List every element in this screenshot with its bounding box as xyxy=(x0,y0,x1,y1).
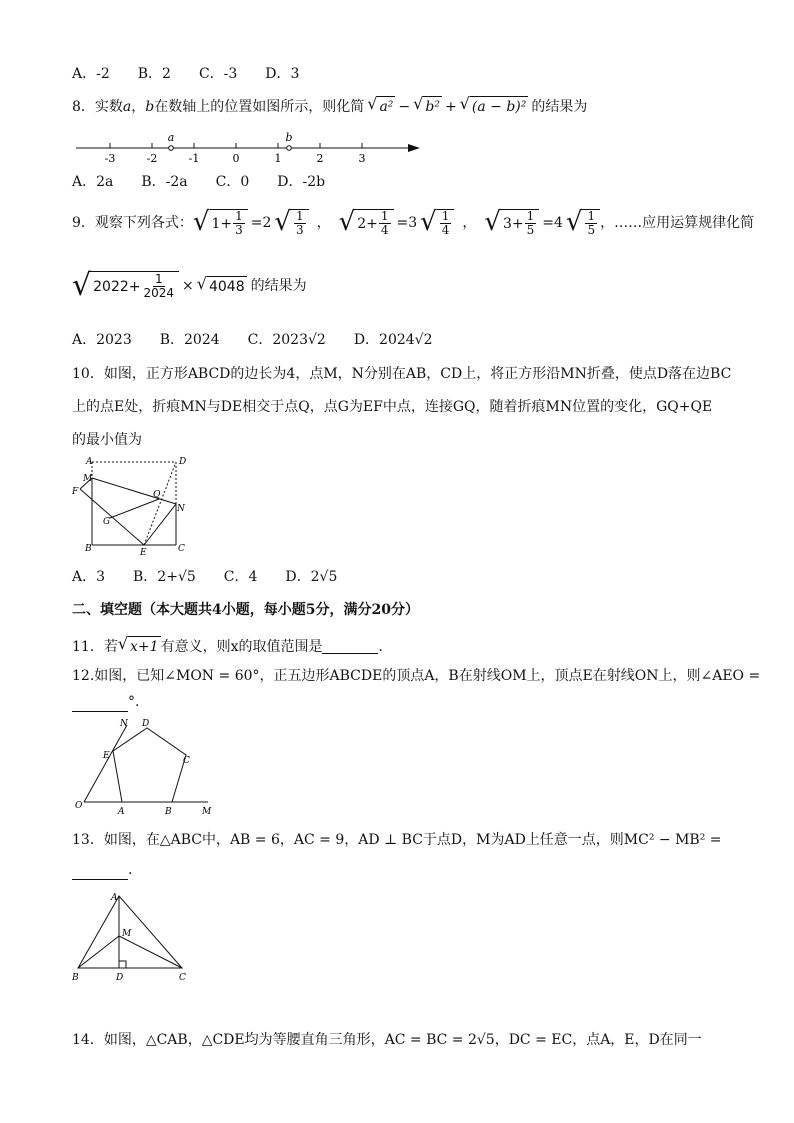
q13-answer-blank[interactable] xyxy=(72,865,128,880)
q12-figure xyxy=(72,716,222,818)
svg-text:F: F xyxy=(72,487,79,497)
q11-answer-blank[interactable] xyxy=(322,639,378,654)
q12-line2: °. xyxy=(72,692,139,712)
svg-text:O: O xyxy=(75,801,83,811)
q10-line2: 上的点E处，折痕MN与DE相交于点Q，点G为EF中点，连接GQ，随着折痕MN位置的变化，GQ+QE xyxy=(72,399,713,415)
svg-text:E: E xyxy=(140,548,147,556)
svg-text:B: B xyxy=(85,544,92,554)
svg-text:C: C xyxy=(183,756,190,766)
svg-text:1: 1 xyxy=(274,152,282,165)
svg-text:A: A xyxy=(118,807,125,817)
svg-text:A: A xyxy=(86,457,93,467)
svg-text:C: C xyxy=(178,544,185,554)
q13-figure xyxy=(72,890,202,986)
q12-line1: 12.如图，已知∠MON = 60°，正五边形ABCDE的顶点A，B在射线OM上，顶点E在射线ON上，则∠AEO = xyxy=(72,668,761,684)
svg-text:N: N xyxy=(120,719,128,729)
q8-options: A．2a B．-2a C．0 D．-2b xyxy=(72,174,326,190)
q12-answer-blank[interactable] xyxy=(72,697,128,712)
svg-text:-1: -1 xyxy=(188,152,200,165)
q7-options: A．-2 B．2 C．-3 D．3 xyxy=(72,66,300,82)
svg-text:M: M xyxy=(83,474,93,484)
q8-ticks xyxy=(110,143,362,148)
point-b xyxy=(287,146,292,151)
q10-options: A．3 B．2+√5 C．4 D．2√5 xyxy=(72,569,338,585)
svg-text:b: b xyxy=(285,131,293,144)
svg-text:E: E xyxy=(103,751,110,761)
q8-expression: √ a² − √ b² + √ (a − b)² xyxy=(367,94,527,115)
q10-line1: 10．如图，正方形ABCD的边长为4，点M，N分别在AB，CD上，将正方形沿MN折叠，使点D落在边BC xyxy=(72,366,732,382)
svg-text:G: G xyxy=(103,517,111,527)
q10-line3: 的最小值为 xyxy=(72,432,142,448)
svg-text:a: a xyxy=(167,131,175,144)
svg-text:D: D xyxy=(142,719,150,729)
svg-text:D: D xyxy=(179,457,187,467)
q9-options: A．2023 B．2024 C．2023√2 D．2024√2 xyxy=(72,332,433,348)
q9-expression: √ 2022+ $\frac{1}{2024}$ × √ 4048 的结果为 xyxy=(72,268,307,303)
svg-text:C: C xyxy=(179,973,186,983)
svg-text:3: 3 xyxy=(358,152,366,165)
svg-text:-3: -3 xyxy=(104,152,116,165)
svg-text:2: 2 xyxy=(316,152,324,165)
svg-text:D: D xyxy=(116,973,124,983)
q9-stem: 9．观察下列各式： √ 1+ $\frac{1}{3}$ =2 √ $\frac{1}{3}$ ， √ 2+ $\frac{1}{4}$ =3 √ $\frac{1}{4}$ ， √ 3+ $\frac{1}{5}$ =4 √ $\frac{1}{5}$ ，……应用运算规律化简 xyxy=(72,207,755,237)
svg-text:0: 0 xyxy=(232,152,240,165)
svg-text:B: B xyxy=(72,973,79,983)
q10-figure xyxy=(72,452,202,556)
q8-number-line xyxy=(72,130,432,166)
svg-text:B: B xyxy=(165,807,172,817)
svg-text:M: M xyxy=(122,929,132,939)
q11-stem: 11．若 √ x+1 有意义，则x的取值范围是 ． xyxy=(72,634,393,655)
svg-text:-2: -2 xyxy=(146,152,158,165)
q13-line1: 13．如图，在△ABC中，AB = 6，AC = 9，AD ⊥ BC于点D，M为AD上任意一点，则MC² − MB² = xyxy=(72,832,722,848)
q13-line2: . xyxy=(72,860,132,880)
svg-text:N: N xyxy=(177,504,185,514)
q14-line1: 14．如图，△CAB，△CDE均为等腰直角三角形，AC = BC = 2√5，DC = EC，点A，E，D在同一 xyxy=(72,1032,702,1048)
section-fill-blank-title: 二、填空题（本大题共4小题，每小题5分，满分20分） xyxy=(72,602,419,618)
q8-stem: 8．实数 a ， b 在数轴上的位置如图所示，则化简 √ a² − √ b² + √ (a − b)² 的结果为 xyxy=(72,94,588,115)
svg-text:M: M xyxy=(202,807,212,817)
svg-text:A: A xyxy=(111,893,118,903)
svg-text:Q: Q xyxy=(153,490,161,500)
point-a xyxy=(169,146,174,151)
